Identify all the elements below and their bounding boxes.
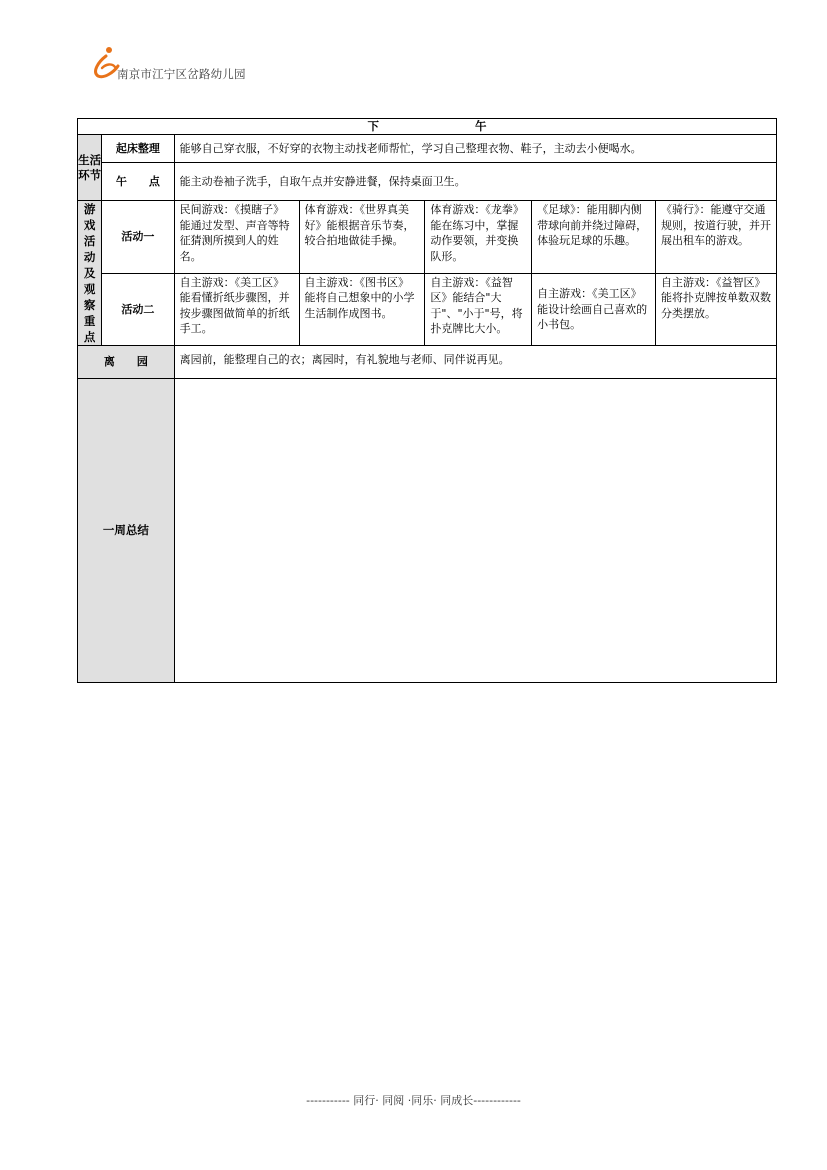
activity1-cell-2: 体育游戏：《世界真美好》能根据音乐节奏，较合拍地做徒手操。 <box>299 201 425 274</box>
summary-text <box>174 379 776 683</box>
game-section-text: 游戏活动及观察重点 <box>83 202 96 344</box>
activity2-cell-1: 自主游戏：《美工区》能看懂折纸步骤图，并按步骤图做简单的折纸手工。 <box>174 273 299 346</box>
activity1-cell-1: 民间游戏：《摸瞎子》能通过发型、声音等特征猜测所摸到人的姓名。 <box>174 201 299 274</box>
snack-text: 能主动卷袖子洗手，自取午点并安静进餐，保持桌面卫生。 <box>174 163 776 201</box>
activity2-cell-4: 自主游戏：《美工区》能设计绘画自己喜欢的小书包。 <box>532 273 656 346</box>
period-right: 午 <box>475 119 487 133</box>
snack-label: 午 点 <box>102 163 175 201</box>
leave-text: 离园前，能整理自己的衣；离园时，有礼貌地与老师、同伴说再见。 <box>174 346 776 379</box>
activity1-cell-5: 《骑行》：能遵守交通规则，按道行驶，并开展出租车的游戏。 <box>656 201 777 274</box>
activity2-label: 活动二 <box>102 273 175 346</box>
activity1-label: 活动一 <box>102 201 175 274</box>
school-name: 南京市江宁区岔路幼儿园 <box>117 67 246 81</box>
footer-slogan: ----------- 同行· 同阅 ·同乐· 同成长------------ <box>306 1094 521 1107</box>
period-header <box>78 119 777 135</box>
activity2-cell-2: 自主游戏：《图书区》能将自己想象中的小学生活制作成图书。 <box>299 273 425 346</box>
weekly-plan-table <box>77 118 777 683</box>
activity2-cell-3: 自主游戏：《益智区》能结合"大于"、"小于"号，将扑克牌比大小。 <box>425 273 532 346</box>
leave-label: 离 园 <box>78 346 175 379</box>
activity1-cell-3: 体育游戏：《龙拳》能在练习中，掌握动作要领，并变换队形。 <box>425 201 532 274</box>
activity1-cell-4: 《足球》：能用脚内侧带球向前并绕过障碍，体验玩足球的乐趣。 <box>532 201 656 274</box>
life-section-label: 生活环节 <box>78 135 102 201</box>
summary-label: 一周总结 <box>78 379 175 683</box>
wakeup-label: 起床整理 <box>102 135 175 163</box>
activity2-cell-5: 自主游戏：《益智区》能将扑克牌按单数双数分类摆放。 <box>656 273 777 346</box>
wakeup-text: 能够自己穿衣服，不好穿的衣物主动找老师帮忙，学习自己整理衣物、鞋子，主动去小便喝水。 <box>174 135 776 163</box>
period-left: 下 <box>367 119 379 133</box>
game-section-label <box>78 201 102 346</box>
